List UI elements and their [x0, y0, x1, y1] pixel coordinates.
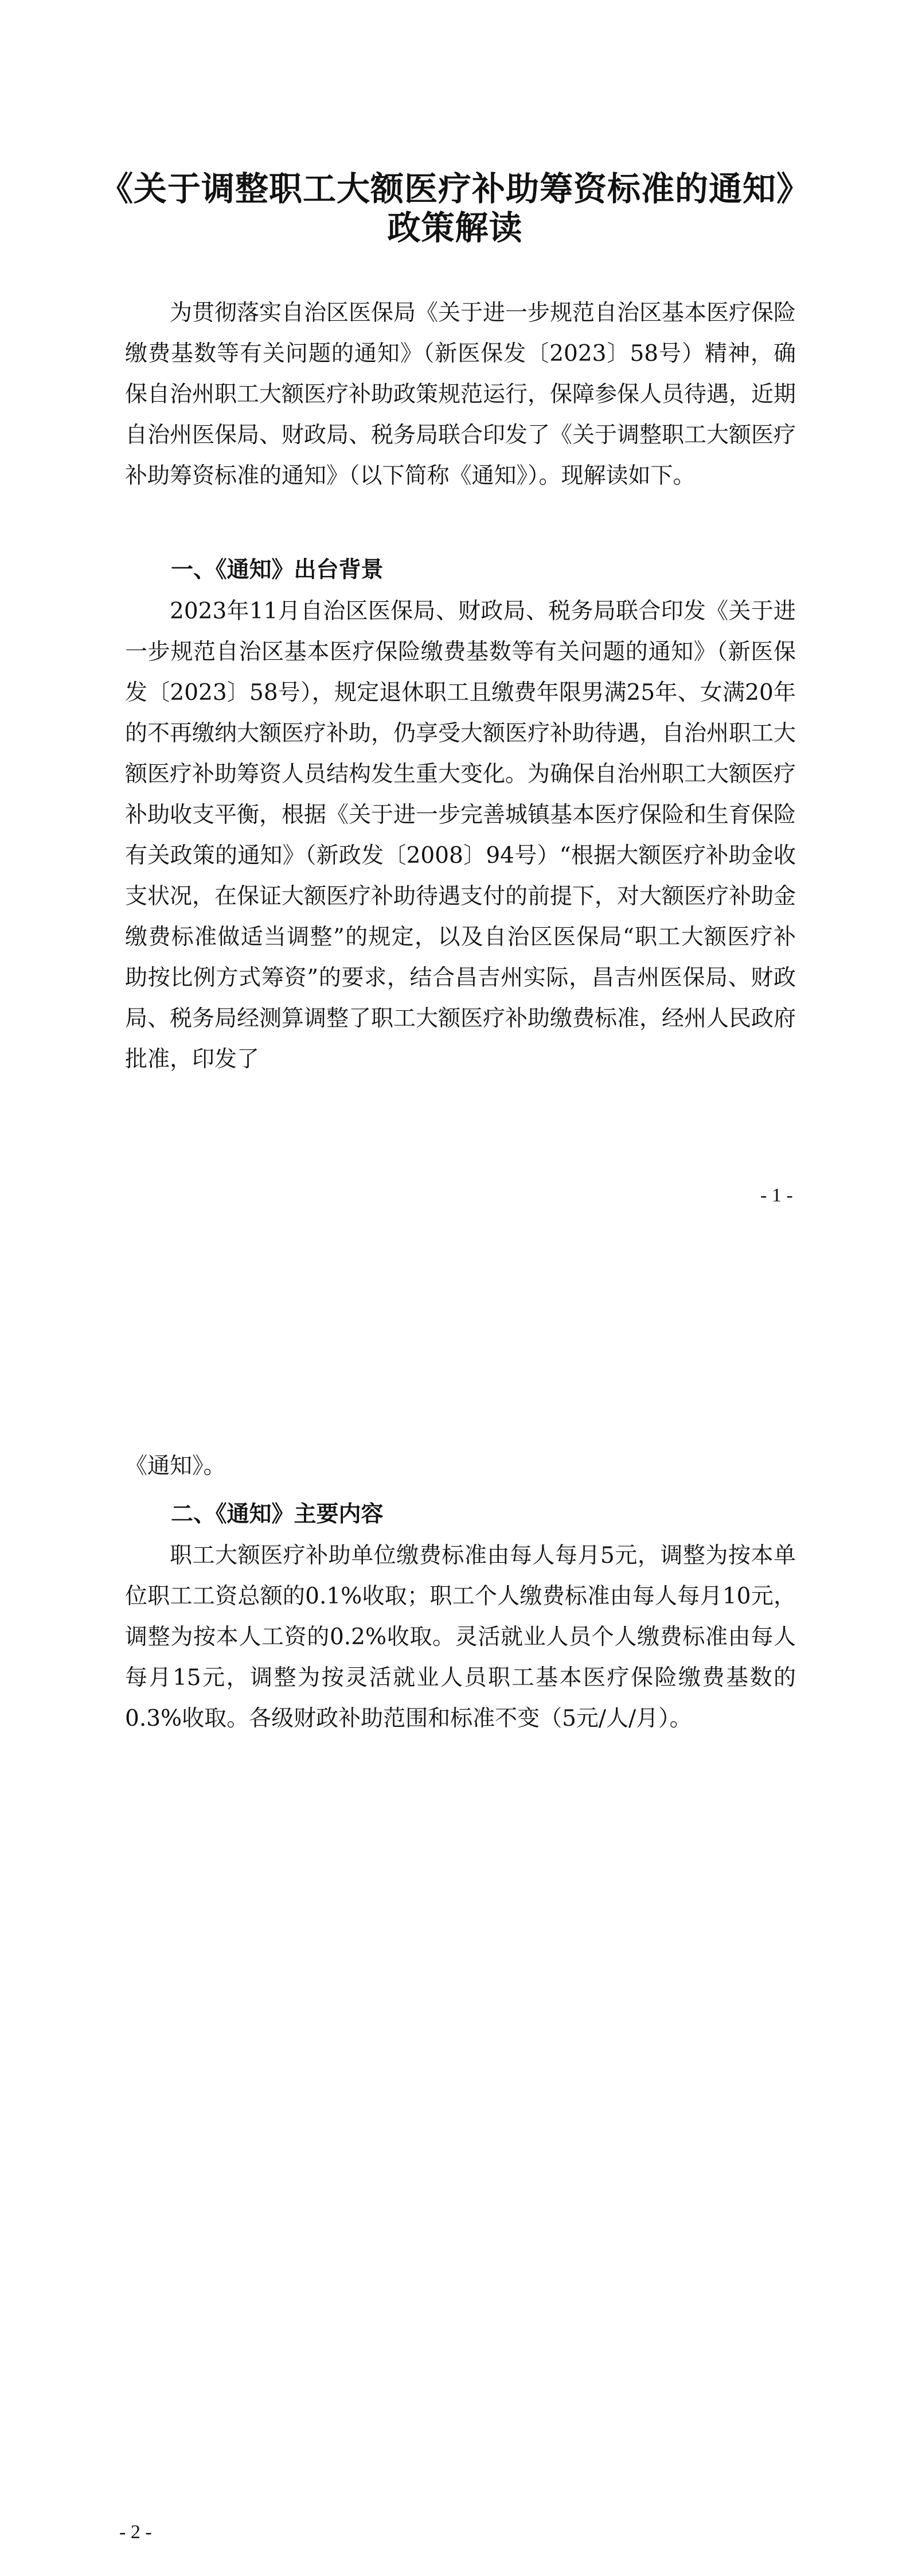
document-title: 《关于调整职工大额医疗补助筹资标准的通知》 — [99, 169, 810, 208]
intro-paragraph: 为贯彻落实自治区医保局《关于进一步规范自治区基本医疗保险缴费基数等有关问题的通知》（新医保发〔2023〕58号）精神，确保自治州职工大额医疗补助政策规范运行，保障参保人员待遇，近期自治州医保局、财政局、税务局联合印发了《关于调整职工大额医疗补助筹资标准的通知》（以下简称《通知》）。现解读如下。 — [125, 300, 796, 489]
page-number-1: - 1 - — [760, 1185, 793, 1206]
section2-heading: 二、《通知》主要内容 — [171, 1501, 384, 1527]
section1-paragraph: 2023年11月自治区医保局、财政局、税务局联合印发《关于进一步规范自治区基本医疗保险缴费基数等有关问题的通知》（新医保发〔2023〕58号），规定退休职工且缴费年限男满25年、女满20年的不再缴纳大额医疗补助，仍享受大额医疗补助待遇，自治州职工大额医疗补助筹资人员结构发生重大变化。为确保自治州职工大额医疗补助收支平衡，根据《关于进一步完善城镇基本医疗保险和生育保险有关政策的通知》（新政发〔2008〕94号）“根据大额医疗补助金收支状况，在保证大额医疗补助待遇支付的前提下，对大额医疗补助金缴费标准做适当调整”的规定，以及自治区医保局“职工大额医疗补助按比例方式筹资”的要求，结合昌吉州实际，昌吉州医保局、财政局、税务局经测算调整了职工大额医疗补助缴费标准，经州人民政府批准，印发了 — [125, 598, 796, 1072]
section2-paragraph: 职工大额医疗补助单位缴费标准由每人每月5元，调整为按本单位职工工资总额的0.1%收取；职工个人缴费标准由每人每月10元，调整为按本人工资的0.2%收取。灵活就业人员个人缴费标准由每人每月15元，调整为按灵活就业人员职工基本医疗保险缴费基数的0.3%收取。各级财政补助范围和标准不变（5元/人/月）。 — [125, 1543, 796, 1731]
document-subtitle: 政策解读 — [387, 208, 523, 247]
section1-heading: 一、《通知》出台背景 — [171, 557, 384, 583]
page2-continuation: 《通知》。 — [125, 1453, 226, 1479]
page-number-2: - 2 - — [119, 2521, 152, 2543]
